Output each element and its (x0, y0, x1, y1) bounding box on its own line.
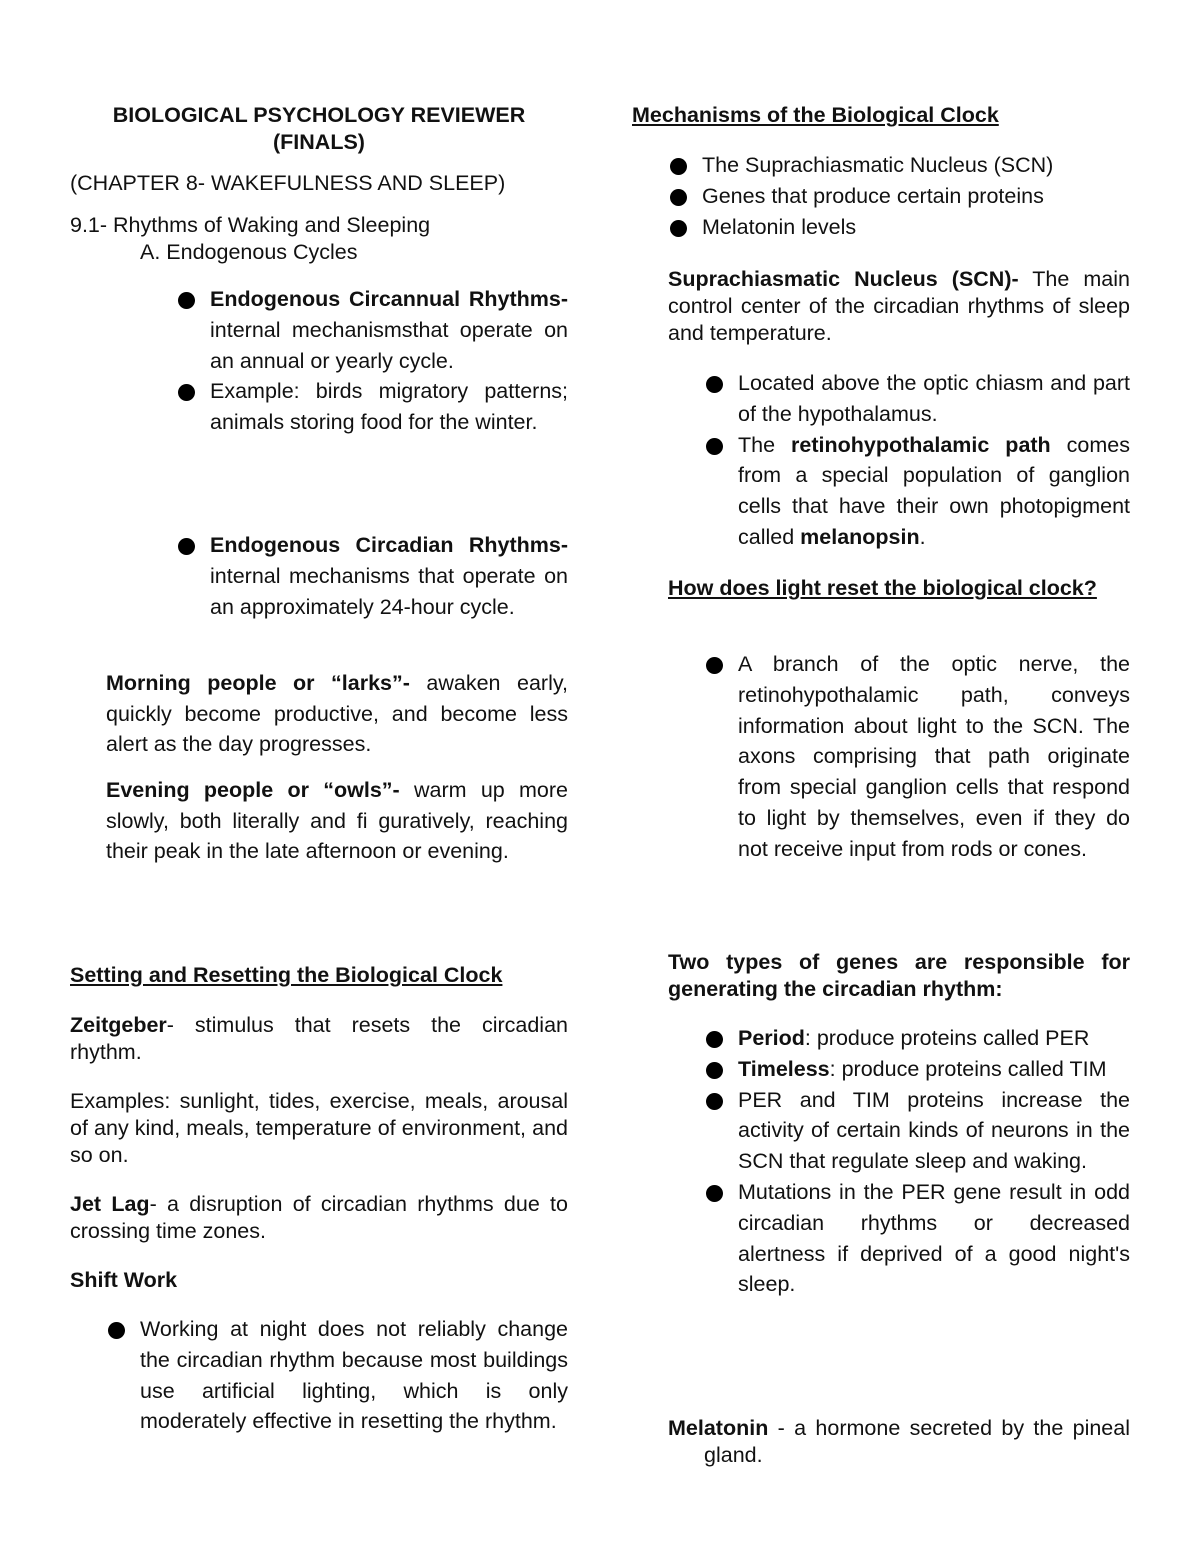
list-item: Melatonin levels (702, 212, 1130, 243)
bullet-icon (706, 1185, 723, 1202)
genes-heading: Two types of genes are responsible for generating the circadian rhythm: (668, 950, 1130, 1001)
bullet-icon (670, 189, 687, 206)
bullet-icon (706, 438, 723, 455)
light-list (738, 649, 1130, 865)
bullet-icon (706, 376, 723, 393)
document-title (70, 102, 568, 156)
list-item: Genes that produce certain proteins (702, 181, 1130, 212)
list-item: Endogenous Circadian Rhythms- internal mechanisms that operate on an approximately 24-hour cycle. (210, 530, 568, 622)
scn-list (738, 368, 1130, 553)
zeitgeber-paragraph: Zeitgeber- stimulus that resets the circadian rhythm. (70, 1013, 568, 1064)
section-heading: 9.1- Rhythms of Waking and Sleeping (70, 213, 431, 237)
title-line-1: BIOLOGICAL PSYCHOLOGY REVIEWER (112, 103, 526, 127)
bullet-icon (178, 384, 195, 401)
bullet-icon (670, 158, 687, 175)
bullet-icon (706, 1093, 723, 1110)
scn-paragraph: Suprachiasmatic Nucleus (SCN)- The main control center of the circadian rhythms of sleep and temperature. (668, 267, 1130, 345)
list-item: Example: birds migratory patterns; animals storing food for the winter. (210, 376, 568, 438)
bullet-icon (706, 657, 723, 674)
circadian-list (210, 530, 568, 622)
list-item: Endogenous Circannual Rhythms- internal mechanismsthat operate on an annual or yearly cycle. (210, 284, 568, 376)
bullet-icon (706, 1031, 723, 1048)
examples-paragraph: Examples: sunlight, tides, exercise, meals, arousal of any kind, meals, temperature of environment, and so on. (70, 1089, 568, 1167)
list-item: Mutations in the PER gene result in odd circadian rhythms or decreased alertness if deprived of a good night's sleep. (738, 1177, 1130, 1300)
light-heading: How does light reset the biological clock? (668, 576, 1097, 600)
subsection-heading: A. Endogenous Cycles (140, 240, 358, 264)
genes-list (738, 1023, 1130, 1300)
melatonin-paragraph: Melatonin - a hormone secreted by the pineal gland. (668, 1416, 1130, 1467)
setting-heading: Setting and Resetting the Biological Clock (70, 963, 503, 987)
chapter-heading: (CHAPTER 8- WAKEFULNESS AND SLEEP) (70, 171, 506, 195)
cycles-list (210, 284, 568, 438)
bullet-icon (178, 292, 195, 309)
jetlag-paragraph: Jet Lag- a disruption of circadian rhythms due to crossing time zones. (70, 1192, 568, 1243)
shift-heading: Shift Work (70, 1268, 178, 1292)
bullet-icon (706, 1062, 723, 1079)
list-item: Working at night does not reliably change the circadian rhythm because most buildings use artificial lighting, which is only moderately effective in resetting the rhythm. (140, 1314, 568, 1437)
mechanisms-list (702, 150, 1130, 242)
list-item: The Suprachiasmatic Nucleus (SCN) (702, 150, 1130, 181)
bullet-icon (670, 220, 687, 237)
larks-paragraph: Morning people or “larks”- awaken early, quickly become productive, and become less alert as the day progresses. (106, 671, 568, 756)
list-item: Period: produce proteins called PER (738, 1023, 1130, 1054)
shift-list (140, 1314, 568, 1437)
list-item: A branch of the optic nerve, the retinohypothalamic path, conveys information about light to the SCN. The axons comprising that path originate from special ganglion cells that respond to light by themselves, even if they do not receive input from rods or cones. (738, 649, 1130, 865)
list-item: PER and TIM proteins increase the activity of certain kinds of neurons in the SCN that regulate sleep and waking. (738, 1085, 1130, 1177)
bullet-icon (178, 538, 195, 555)
title-line-2: (FINALS) (273, 130, 365, 154)
list-item: The retinohypothalamic path comes from a special population of ganglion cells that have their own photopigment called melanopsin. (738, 430, 1130, 553)
list-item: Timeless: produce proteins called TIM (738, 1054, 1130, 1085)
owls-paragraph: Evening people or “owls”- warm up more slowly, both literally and fi guratively, reaching their peak in the late afternoon or evening. (106, 778, 568, 863)
mechanisms-heading: Mechanisms of the Biological Clock (632, 103, 999, 127)
list-item: Located above the optic chiasm and part of the hypothalamus. (738, 368, 1130, 430)
bullet-icon (108, 1322, 125, 1339)
